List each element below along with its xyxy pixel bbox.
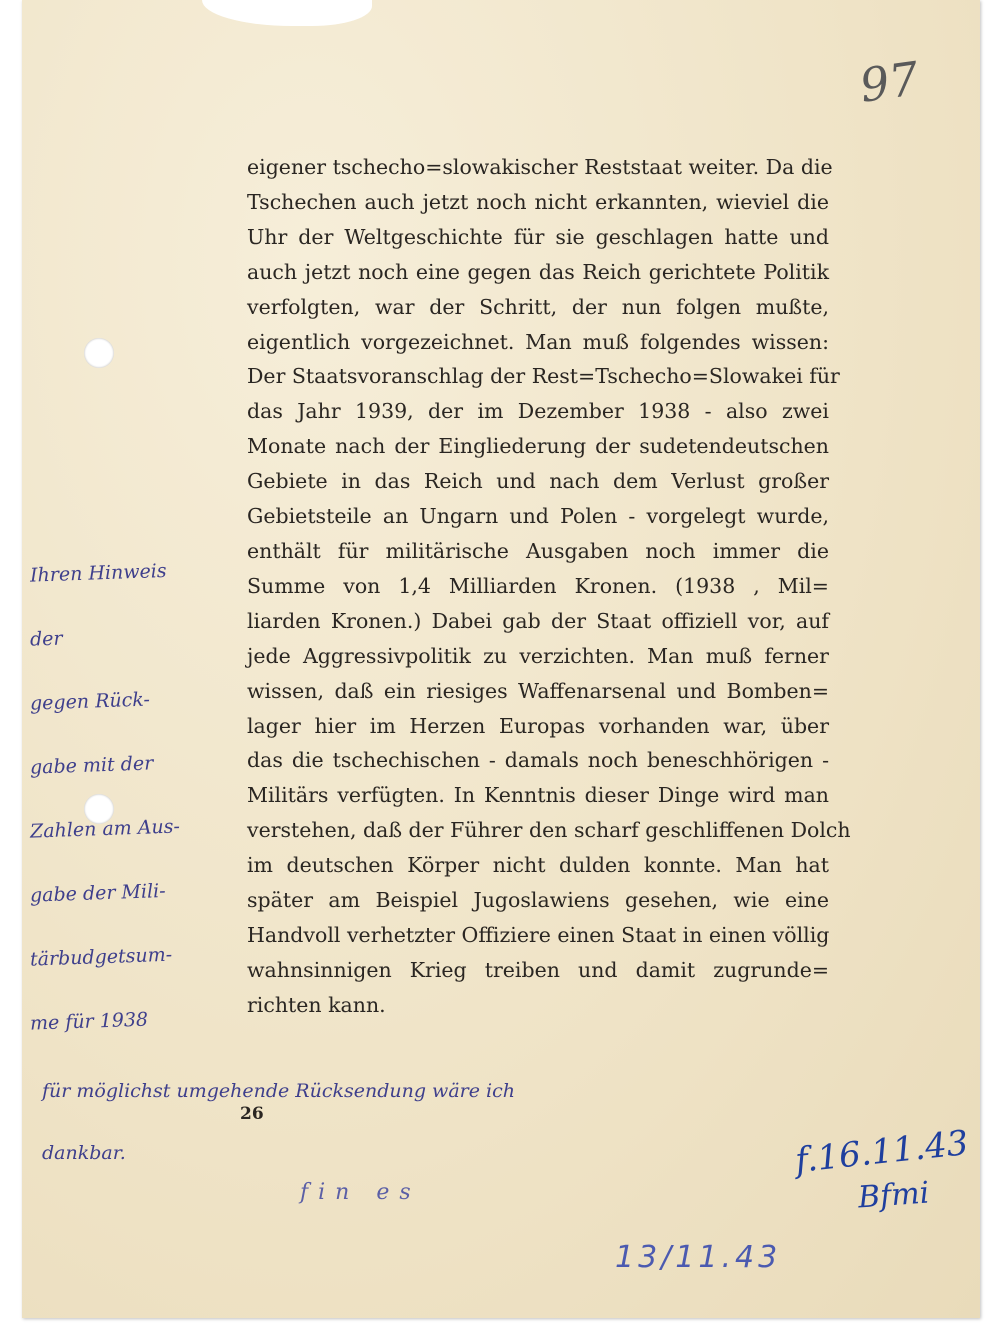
text-line: lager hier im Herzen Europas vorhanden war, über xyxy=(247,713,829,738)
date-stamp: 13/11.43 xyxy=(615,1240,782,1275)
initial-signature: Bfmi xyxy=(856,1175,931,1216)
margin-note-line: Ihren Hinweis xyxy=(29,559,167,587)
margin-note-line: tärbudgetsum- xyxy=(29,943,173,971)
text-line: Uhr der Weltgeschichte für sie geschlagen hatte und xyxy=(247,224,829,249)
folio-number: 97 xyxy=(856,51,923,113)
margin-handwritten-note xyxy=(30,540,240,1052)
text-line: jede Aggressivpolitik zu verzichten. Man muß ferner xyxy=(247,643,829,668)
text-line: Monate nach der Eingliederung der sudetendeutschen xyxy=(247,434,829,459)
text-line: wissen, daß ein riesiges Waffenarsenal und Bomben= xyxy=(247,678,829,703)
text-line: wahnsinnigen Krieg treiben und damit zugrunde= xyxy=(247,957,829,982)
text-line: im deutschen Körper nicht dulden konnte. Man hat xyxy=(247,853,829,878)
margin-note-line: Zahlen am Aus- xyxy=(29,815,181,843)
handwritten-signature: fin es xyxy=(300,1180,421,1205)
bottom-note-line: für möglichst umgehende Rücksendung wäre ich xyxy=(42,1080,515,1102)
margin-note-line: gegen Rück- xyxy=(29,688,151,715)
margin-note-line: gabe mit der xyxy=(29,752,154,779)
text-line: Tschechen auch jetzt noch nicht erkannten, wieviel die xyxy=(247,189,829,214)
text-line: das Jahr 1939, der im Dezember 1938 - also zwei xyxy=(247,399,829,424)
bottom-handwritten-note xyxy=(42,1060,822,1184)
text-line: Gebiete in das Reich und nach dem Verlust großer xyxy=(247,469,829,494)
bottom-note-line: dankbar. xyxy=(42,1142,126,1164)
text-line: Handvoll verhetzter Offiziere einen Staat in einen völlig xyxy=(247,922,830,947)
text-line: verstehen, daß der Führer den scharf geschliffenen Dolch xyxy=(247,818,851,843)
punch-hole-top xyxy=(84,338,114,368)
margin-note-line: der xyxy=(29,627,63,651)
page-number: 26 xyxy=(240,1104,264,1124)
text-line: liarden Kronen.) Dabei gab der Staat offiziell vor, auf xyxy=(247,608,829,633)
text-line: enthält für militärische Ausgaben noch immer die xyxy=(247,538,829,563)
text-line: später am Beispiel Jugoslawiens gesehen, wie eine xyxy=(247,888,829,913)
margin-note-line: me für 1938 xyxy=(29,1008,149,1035)
body-text xyxy=(247,150,851,1023)
text-line: Militärs verfügten. In Kenntnis dieser Dinge wird man xyxy=(247,783,829,808)
text-line: das die tschechischen - damals noch beneschhörigen - xyxy=(247,748,829,773)
initial-date-annotation: f.16.11.43 xyxy=(793,1123,971,1181)
text-line: auch jetzt noch eine gegen das Reich gerichtete Politik xyxy=(247,259,829,284)
text-line: richten kann. xyxy=(247,992,386,1017)
margin-note-line: gabe der Mili- xyxy=(29,879,166,907)
text-line: Der Staatsvoranschlag der Rest=Tschecho=Slowakei für xyxy=(247,364,840,389)
text-line: eigentlich vorgezeichnet. Man muß folgendes wissen: xyxy=(247,329,829,354)
text-line: Summe von 1,4 Milliarden Kronen. (1938 , Mil= xyxy=(247,573,829,598)
text-line: Gebietsteile an Ungarn und Polen - vorgelegt wurde, xyxy=(247,504,829,529)
text-line: eigener tschecho=slowakischer Reststaat weiter. Da die xyxy=(247,155,833,179)
torn-corner xyxy=(202,0,372,26)
text-line: verfolgten, war der Schritt, der nun folgen mußte, xyxy=(247,294,829,319)
